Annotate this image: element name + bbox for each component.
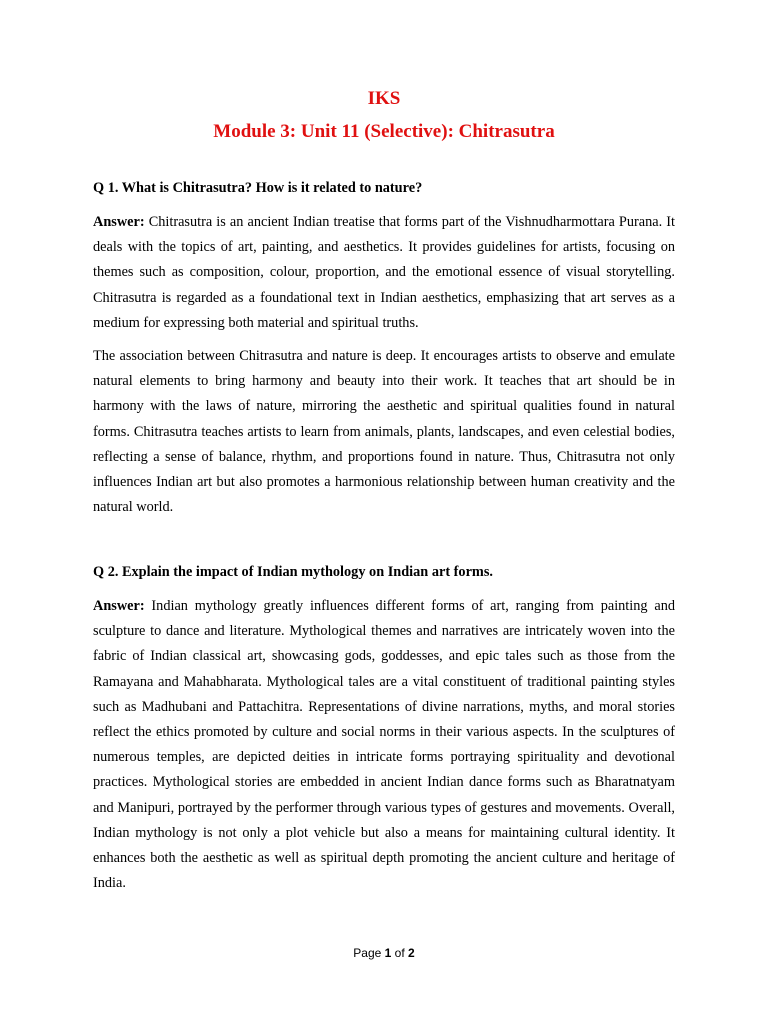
answer-text: Chitrasutra is an ancient Indian treatise that forms part of the Vishnudharmottara Purana. It deals with the topics of art, painting, and aesthetics. It provides guidelines for artists, focusing on themes such as composition, colour, proportion, and the emotional essence of visual storytelling. Chitrasutra is regarded as a foundational text in Indian aesthetics, emphasizing that art serves as a medium for expressing both material and spiritual truths. — [93, 214, 675, 331]
answer-label: Answer: — [93, 214, 145, 230]
of-word: of — [391, 946, 409, 960]
page-footer — [0, 946, 768, 960]
question-section-2 — [93, 562, 675, 904]
question-heading: Q 2. Explain the impact of Indian mythology on Indian art forms. — [93, 564, 493, 580]
document-subtitle: Module 3: Unit 11 (Selective): Chitrasutra — [213, 121, 555, 142]
total-pages-number: 2 — [408, 946, 415, 960]
answer-paragraph — [93, 210, 675, 336]
question-heading: Q 1. What is Chitrasutra? How is it related to nature? — [93, 180, 423, 196]
answer-label: Answer: — [93, 598, 145, 614]
question-section-1 — [93, 178, 675, 528]
answer-paragraph-2: The association between Chitrasutra and nature is deep. It encourages artists to observe and emulate natural elements to bring harmony and beauty into their work. It teaches that art should be in harmony with the laws of nature, mirroring the aesthetic and spiritual qualities found in natural forms. Chitrasutra teaches artists to learn from animals, plants, landscapes, and even celestial bodies, reflecting a sense of balance, rhythm, and proportions found in nature. Thus, Chitrasutra not only influences Indian art but also promotes a harmonious relationship between human creativity and the natural world. — [93, 348, 675, 516]
title-block — [0, 86, 768, 145]
page-word: Page — [353, 946, 385, 960]
document-title: IKS — [367, 88, 401, 109]
current-page-number: 1 — [384, 946, 392, 960]
answer-paragraph — [93, 594, 675, 896]
answer-text: Indian mythology greatly influences different forms of art, ranging from painting and sculpture to dance and literature. Mythological themes and narratives are intricately woven into the fabric of Indian classical art, showcasing gods, goddesses, and epic tales such as those from the Ramayana and Mahabharata. Mythological tales are a vital constituent of traditional painting styles such as Madhubani and Pattachitra. Representations of divine narrations, myths, and moral stories reflect the ethics promoted by culture and social norms in their various aspects. In the sculptures of numerous temples, are depicted deities in intricate forms portraying spirituality and devotional practices. Mythological stories are embedded in ancient Indian dance forms such as Bharatnatyam and Manipuri, portrayed by the performer through various types of gestures and movements. Overall, Indian mythology is not only a plot vehicle but also a means for maintaining cultural identity. It enhances both the aesthetic as well as spiritual depth promoting the ancient culture and heritage of India. — [93, 598, 675, 892]
